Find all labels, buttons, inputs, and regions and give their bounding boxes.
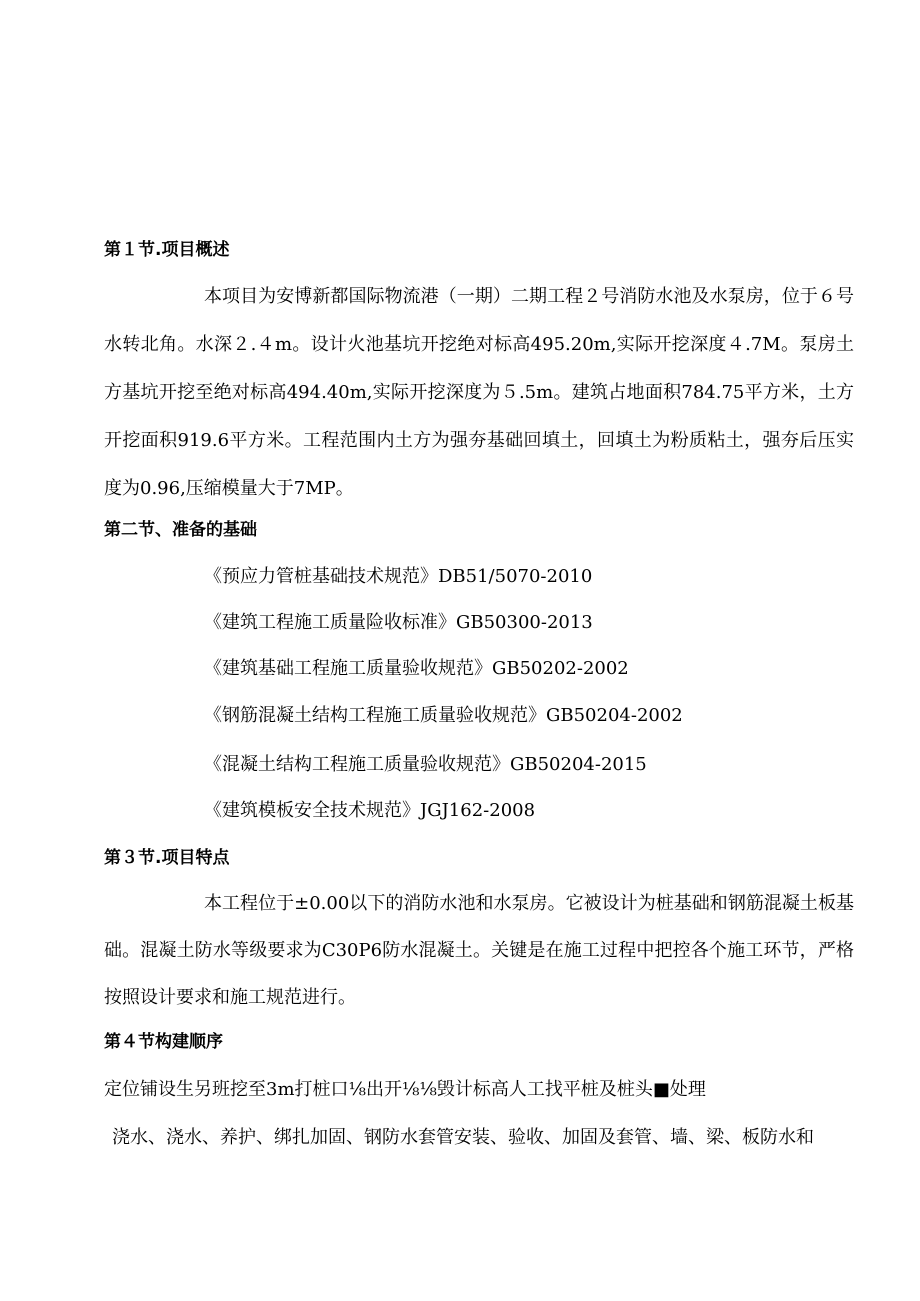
reference-item: 《建筑工程施工质量险收标准》GB50300-2013 xyxy=(204,612,593,633)
section-3-body: 本工程位于±0.00以下的消防水池和水泵房。它被设计为桩基础和钢筋混凝土板基础。混凝土防水等级要求为C30P6防水混凝土。关键是在施工过程中把控各个施工环节，严格按照设计要求和施工规范进行。 xyxy=(104,893,854,1008)
sequence-line-1: 定位铺设生另班挖至3m打桩口⅛出开⅛⅛毁计标高人工找平桩及桩头■处理 xyxy=(104,1079,706,1100)
section-1-title: 第１节.项目概述 xyxy=(104,240,230,260)
reference-item: 《预应力管桩基础技术规范》DB51/5070-2010 xyxy=(204,566,593,587)
section-4-title: 第４节构建顺序 xyxy=(104,1032,223,1052)
section-1-body: 本项目为安博新都国际物流港（一期）二期工程２号消防水池及水泵房，位于６号水转北角。水深２.４m。设计火池基坑开挖绝对标高495.20m,实际开挖深度４.7M。泵房土方基坑开挖至绝对标高494.40m,实际开挖深度为５.5m。建筑占地面积784.75平方米，土方开挖面积919.6平方米。工程范围内土方为强夯基础回填土，回填土为粉质粘土，强夯后压实度为0.96,压缩模量大于7MP。 xyxy=(104,286,854,499)
reference-item: 《钢筋混凝土结构工程施工质量验收规范》GB50204-2002 xyxy=(204,705,683,726)
sequence-line-2: 浇水、浇水、养护、绑扎加固、钢防水套管安装、验收、加固及套管、墙、梁、板防水和 xyxy=(112,1127,814,1148)
reference-item: 《混凝土结构工程施工质量验收规范》GB50204-2015 xyxy=(204,754,647,775)
section-2-title: 第二节、准备的基础 xyxy=(104,520,257,540)
section-3-title: 第３节.项目特点 xyxy=(104,848,230,868)
reference-item: 《建筑基础工程施工质量验收规范》GB50202-2002 xyxy=(204,658,629,679)
reference-item: 《建筑模板安全技术规范》JGJ162-2008 xyxy=(204,800,536,821)
